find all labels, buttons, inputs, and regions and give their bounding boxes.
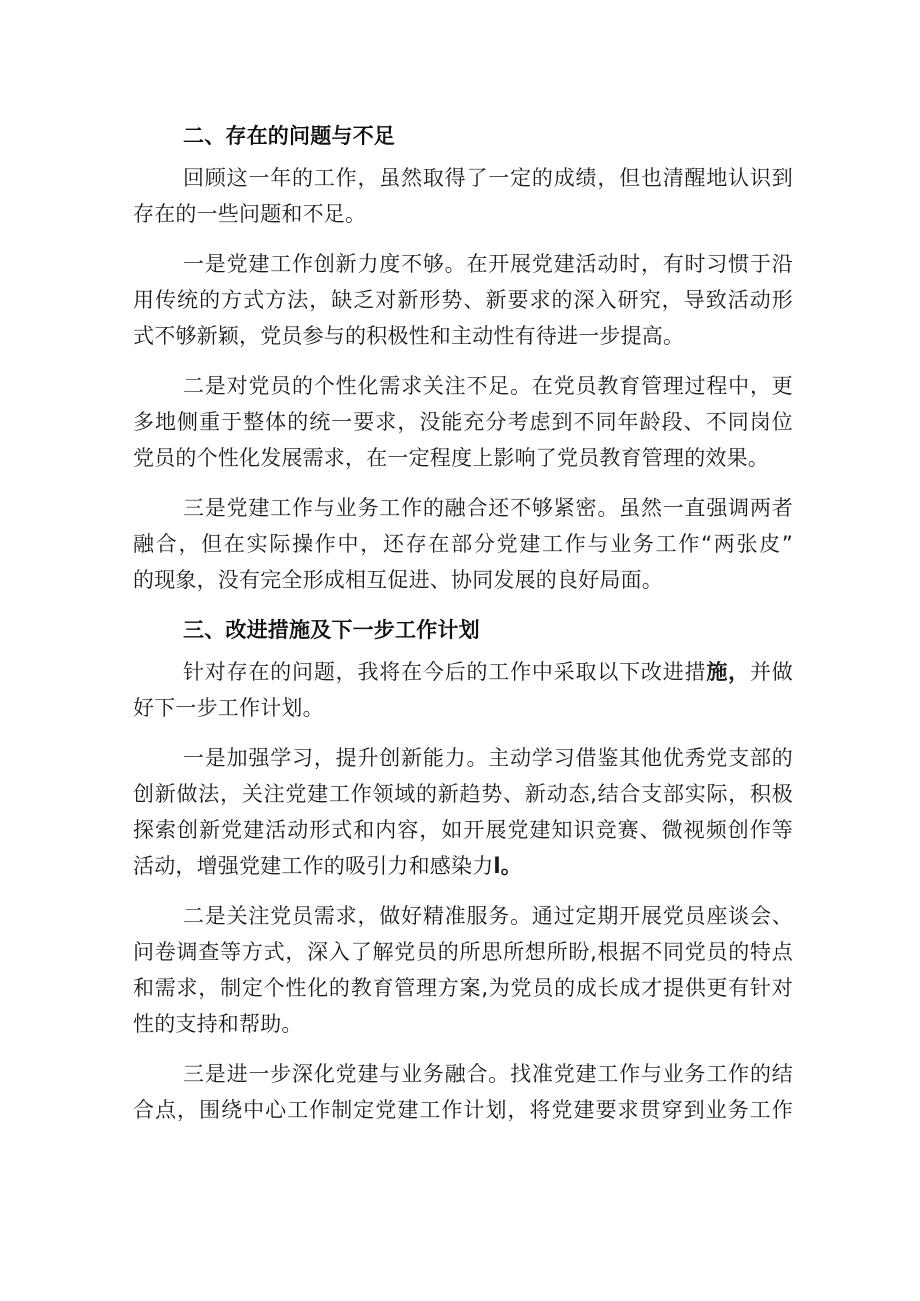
text-run-bold: 施， (706, 660, 750, 684)
text-line: 一是加强学习，提升创新能力。主动学习借鉴其他优秀党支部的 (183, 746, 793, 770)
text-line (133, 848, 793, 884)
text-line: 好下一步工作计划。 (133, 696, 324, 720)
paragraph-plan-1 (133, 740, 793, 884)
text-line: 多地侧重于整体的统一要求，没能充分考虑到不同年龄段、不同岗位 (133, 410, 793, 434)
text-line: 存在的一些问题和不足。 (133, 202, 367, 226)
text-line: 探索创新党建活动形式和内容，如开展党建知识竞赛、微视频创作等 (133, 818, 793, 842)
paragraph-review (133, 160, 793, 232)
paragraph-plan-3 (133, 1056, 793, 1128)
document-body (133, 118, 793, 1142)
text-line: 回顾这一年的工作，虽然取得了一定的成绩，但也清醒地认识到 (183, 166, 793, 190)
text-run: 针对存在的问题，我将在今后的工作中采取以下改进措 (183, 660, 707, 684)
text-run-bold: l。 (493, 854, 523, 878)
text-line: 的现象，没有完全形成相互促进、协同发展的良好局面。 (133, 568, 663, 592)
text-line: 问卷调查等方式，深入了解党员的所思所想所盼,根据不同党员的特点 (133, 940, 793, 964)
text-line: 党员的个性化发展需求，在一定程度上影响了党员教育管理的效果。 (133, 446, 769, 470)
text-line: 三是进一步深化党建与业务融合。找准党建工作与业务工作的结 (183, 1062, 793, 1086)
paragraph-improvement-intro (133, 654, 793, 726)
section-heading-improvements: 三、改进措施及下一步工作计划 (183, 618, 480, 642)
text-run: 并做 (749, 660, 793, 684)
paragraph-problem-3 (133, 490, 793, 598)
text-run: 活动，增强党建工作的吸引力和感染力 (133, 854, 494, 878)
text-line: 性的支持和帮助。 (133, 1012, 303, 1036)
text-line: 二是对党员的个性化需求关注不足。在党员教育管理过程中，更 (183, 374, 793, 398)
text-line: 三是党建工作与业务工作的融合还不够紧密。虽然一直强调两者 (183, 496, 793, 520)
paragraph-plan-2 (133, 898, 793, 1042)
text-line (133, 654, 793, 690)
paragraph-problem-2 (133, 368, 793, 476)
text-line: 和需求，制定个性化的教育管理方案,为党员的成长成才提供更有针对 (133, 976, 793, 1000)
text-line: 融合，但在实际操作中，还存在部分党建工作与业务工作“两张皮” (133, 532, 793, 556)
text-line: 用传统的方式方法，缺乏对新形势、新要求的深入研究，导致活动形 (133, 288, 793, 312)
text-line: 一是党建工作创新力度不够。在开展党建活动时，有时习惯于沿 (183, 252, 793, 276)
text-line: 式不够新颖，党员参与的积极性和主动性有待进一步提高。 (133, 324, 685, 348)
text-line: 创新做法，关注党建工作领域的新趋势、新动态,结合支部实际，积极 (133, 782, 793, 806)
text-line: 合点，围绕中心工作制定党建工作计划，将党建要求贯穿到业务工作 (133, 1098, 793, 1122)
paragraph-problem-1 (133, 246, 793, 354)
section-heading-problems: 二、存在的问题与不足 (183, 124, 395, 148)
text-line: 二是关注党员需求，做好精准服务。通过定期开展党员座谈会、 (183, 904, 793, 928)
